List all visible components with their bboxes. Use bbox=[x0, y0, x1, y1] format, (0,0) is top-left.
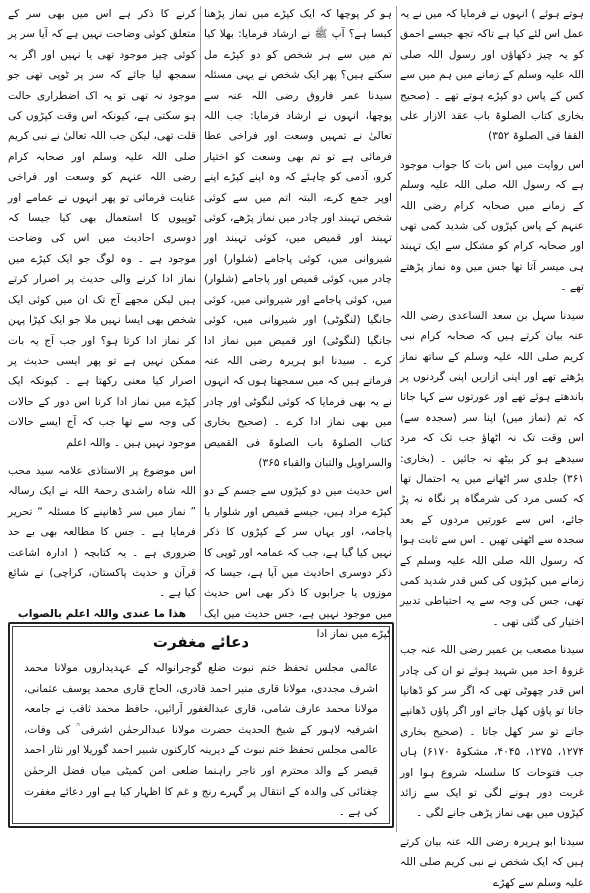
paragraph: ہو کر پوچھا کہ ایک کپڑے میں نماز پڑھنا کیسا ہے؟ آپ ﷺ نے ارشاد فرمایا: بھلا کیا تم میں سے ہر شخص کو دو کپڑے مل سکتے ہیں؟ پھر ایک شخص نے یہی مسئلہ سیدنا عمر فاروق رضی اللہ عنہ سے پوچھا، انہوں نے ارشاد فرمایا: جب اللہ تعالیٰ نے تمہیں وسعت اور فراخی عطا فرمائی ہے تو تم بھی وسعت کو اختیار کرو، آدمی کو چاہئے کہ وہ اپنے کپڑے اپنے اوپر جمع کرے، البتہ اتم میں سے کوئی شخص تہبند اور چادر میں نماز پڑھے، کوئی تہبند اور قمیص میں، کوئی تہبند اور شیروانی میں، کوئی پاجامے (شلوار) اور چادر میں، کوئی قمیص اور پاجامے (شلوار) میں، کوئی پاجامے اور شیروانی میں، کوئی جانگیا (لنگوٹی) اور شیروانی میں، کوئی جانگیا (لنگوٹی) اور قمیص میں نماز ادا کرے ۔ سیدنا ابو ہریرہ رضی اللہ عنہ فرماتے ہیں کہ میں سمجھتا ہوں کہ انہوں نے یہ بھی فرمایا کہ کوئی لنگوٹی اور چادر میں بھی نماز ادا کرے ۔ (صحیح بخاری کتاب الصلوۃ باب الصلوۃ فی القمیص والسراویل والتبان والقباء ۳۶۵) bbox=[204, 8, 392, 469]
closing-line: ھذا ما عندی واللہ اعلم بالصواب bbox=[17, 606, 187, 620]
article-column-left bbox=[8, 4, 196, 626]
column-divider bbox=[396, 6, 397, 832]
paragraph: سیدنا ابو ہریرہ رضی اللہ عنہ بیان کرتے ہیں کہ ایک شخص نے نبی کریم صلی اللہ علیہ وسلم سے کھڑے bbox=[400, 835, 584, 889]
paragraph: ہوتے ہوئے ) انہوں نے فرمایا کہ میں نے یہ عمل اس لئے کیا ہے تاکہ تجھ جیسے احمق کو یہ چیز دکھاؤں اور رسول اللہ صلی اللہ علیہ وسلم کے زمانے میں ہم میں سے کس کے پاس دو کپڑے ہوتے تھے ۔ (صحیح بخاری کتاب الصلوۃ باب عقد الازار علی القفا فی الصلوۃ ۳۵۲) bbox=[400, 8, 584, 143]
condolence-box bbox=[8, 622, 394, 828]
paragraph: اس موضوع پر الاستاذی علامہ سید محب اللہ شاہ راشدی رحمۃ اللہ نے ایک رسالہ ” نماز میں سر ڈھانپنے کا مسئلہ “ تحریر فرمایا ہے ۔ جس کا مطالعہ بھی بے حد ضروری ہے ۔ یہ کتابچہ ( ادارہ اشاعت قرآن و حدیث پاکستان، کراچی) نے شائع کیا ہے ۔ bbox=[8, 464, 196, 600]
paragraph: اس حدیث میں دو کپڑوں سے جسم کے دو کپڑے مراد ہیں، جیسے قمیص اور شلوار یا پاجامہ، اور یہاں سر کے کپڑوں کا ذکر نہیں کیا گیا ہے، جب کہ عمامہ اور ٹوپی کا ذکر دوسری احادیث میں آیا ہے، جیسا کہ موزوں یا جرابوں کا ذکر بھی اس حدیث میں موجود نہیں ہے، جس حدیث میں ایک کپڑے میں نماز ادا bbox=[204, 485, 392, 641]
article-column-right bbox=[400, 4, 584, 889]
paragraph: سیدنا سہل بن سعد الساعدی رضی اللہ عنہ بیان کرتے ہیں کہ صحابہ کرام نبی کریم صلی اللہ علیہ وسلم کے ساتھ نماز پڑھتے تھے اور اپنی ازاریں اپنی گردنوں پر باندھتے ہوئے تھے اور عورتوں سے کہا جاتا کہ تم (نماز میں) اپنا سر (سجدہ سے) اس وقت تک نہ اٹھاؤ جب تک کہ مرد سیدھے ہو کر بیٹھ نہ جائیں ۔ (بخاری: ۳۶۱) جلدی سر اٹھانے میں یہ احتمال تھا کہ کسی مرد کی شرمگاہ پر نگاہ نہ پڑ جائے، اس سے عورتیں مردوں کے بعد سجدہ سے اٹھتی تھیں ۔ اس سے ثابت ہوا کہ رسول اللہ صلی اللہ علیہ وسلم کے زمانے میں کپڑوں کی کس قدر شدید کمی تھی، جس کی وجہ سے یہ احتیاطی تدبیر اختیار کی گئی تھی ۔ bbox=[400, 309, 584, 628]
condolence-title: دعائے مغفرت bbox=[152, 633, 250, 651]
paragraph: اس روایت میں اس بات کا جواب موجود ہے کہ رسول اللہ صلی اللہ علیہ وسلم کے زمانے میں صحابہ کرام رضی اللہ عنہم کے پاس کپڑوں کی شدید کمی تھی اور صحابہ کرام کو مشکل سے ایک تہبند ہی میسر آتا تھا جس میں وہ نماز پڑھتے تھے ۔ bbox=[400, 158, 584, 294]
paragraph: کرنے کا ذکر ہے اس میں بھی سر کے متعلق کوئی وضاحت نہیں ہے کہ آیا سر پر کوئی چیز موجود تھی یا نہیں اور اگر یہ سمجھ لیا جائے کہ سر پر ٹوپی تھی جو موجود نہ تھی تو یہ اک اضطراری حالت ہو سکتی ہے، کیونکہ اس وقت کپڑوں کی قلت تھی، لیکن جب اللہ تعالیٰ نے نبی کریم صلی اللہ علیہ وسلم اور صحابہ کرام رضی اللہ عنہم کو وسعت اور فراخی عنایت فرمائی تو پھر انہوں نے عمامے اور ٹوپیوں کا استعمال بھی کیا جیسا کہ دوسری احادیث میں اس کی وضاحت موجود ہے ۔ وہ لوگ جو ایک کپڑے میں نماز ادا کرنے والی حدیث پر اصرار کرتے ہیں لیکن مجھے آج تک ان میں کوئی ایک شخص بھی ایسا نہیں ملا جو ایک کپڑا پہن کر نماز ادا کرتا ہو؟ اور جب آج یہ بات ممکن نہیں ہے تو پھر ایسی حدیث پر اصرار کیا معنی رکھتا ہے ۔ کیونکہ ایک کپڑے میں نماز ادا کرنا اس دور کے حالات کی وجہ سے تھا جب کہ آج ایسے حالات موجود نہیں ہیں ۔ واللہ اعلم bbox=[8, 8, 196, 449]
column-divider bbox=[200, 6, 201, 616]
article-column-middle bbox=[204, 4, 392, 641]
paragraph: سیدنا مصعب بن عمیر رضی اللہ عنہ جب غزوۂ احد میں شہید ہوئے تو ان کی چادر اس قدر چھوٹی تھی کہ اگر سر کو ڈھانپا جاتا تو پاؤں کھل جاتے اور اگر پاؤں ڈھانپے جاتے تو سر کھل جاتا ۔ (صحیح بخاری ۱۲۷۴، ۱۲۷۵، ۴۰۴۵، مشکوۃ ۶۱۷۰) ہاں جب فتوحات کا سلسلہ شروع ہوا اور غربت دور ہونے لگی تو ایک سے زائد کپڑوں میں بھی نماز پڑھی جانے لگی ۔ bbox=[400, 644, 584, 820]
condolence-text: عالمی مجلس تحفظ ختم نبوت ضلع گوجرانوالہ کے عہدیداروں مولانا محمد اشرف مجددی، مولانا قاری منیر احمد قادری، الحاج قاری محمد یوسف عثمانی، مولانا محمد عارف شامی، قاری عبدالغفور آرائیں، حافظ محمد ثاقب نے جامعہ اشرفیہ لاہور کے شیخ الحدیث حضرت مولانا عبدالرحمٰن اشرفی ؒ کی وفات، عالمی مجلس تحفظ ختم نبوت کے دیرینہ کارکنوں شبیر احمد گوریلا اور نثار احمد قیصر کے والد محترم اور تاجر راہنما ضلعی امن کمیٹی میاں فضل الرحمٰن چغتائی کی والدہ کے انتقال پر گہرے رنج و غم کا اظہار کیا ہے اور دعائے مغفرت کی ہے ۔ bbox=[24, 662, 378, 819]
